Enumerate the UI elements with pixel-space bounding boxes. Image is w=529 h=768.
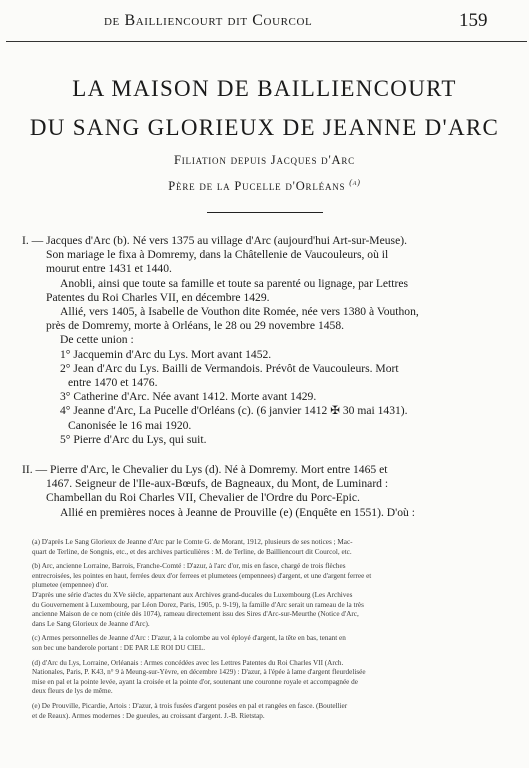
footnote-line: (d) d'Arc du Lys, Lorraine, Orléanais : Armes concédées avec les Lettres Patentes du Roi Charles VII (Arch. (32, 658, 344, 667)
footnotes (22, 538, 518, 726)
text-line: entre 1470 et 1476. (68, 376, 158, 390)
footnote-line: (a) D'après Le Sang Glorieux de Jeanne d'Arc par le Comte G. de Morant, 1912, plusieurs de ses notices ; Mac- (32, 538, 353, 546)
footnote-ref-a: (a) (349, 178, 361, 187)
text-line: Allié en premières noces à Jeanne de Prouville (e) (Enquête en 1551). D'où : (60, 505, 415, 519)
text-line: Anobli, ainsi que toute sa famille et toute sa parenté ou lignage, par Lettres (60, 276, 409, 290)
text-line: mourut entre 1431 et 1440. (46, 262, 172, 276)
footnote-line: et de Reaux). Armes modernes : De gueules, au croissant d'argent. J.-B. Rietstap. (32, 711, 265, 720)
title-line-2: DU SANG GLORIEUX DE JEANNE D'ARC (29, 115, 500, 140)
child-item: 4° Jeanne d'Arc, La Pucelle d'Orléans (c). (6 janvier 1412 ✠ 30 mai 1431). (60, 404, 408, 418)
footnote-line: du Gouvernement à Luxembourg, par Léon Dorez, Paris, 1905, p. 9-19), la famille d'Arc serait un rameau de la très (32, 600, 364, 609)
text-line: près de Domremy, morte à Orléans, le 28 ou 29 novembre 1458. (46, 319, 345, 333)
footnote-line: deux fleurs de lys de même. (32, 687, 113, 696)
footnote-line: ancienne Maison de ce nom (citée dès 1074), rameau directement issu des Sires d'Arc-sur-Meurthe (Notice d'Arc, (32, 610, 359, 619)
footnote-line: (e) De Prouville, Picardie, Artois : D'azur, à trois fusées d'argent posées en pal et rangées en fasce. (Boutellier (32, 701, 348, 710)
footnote-line: plumetee (empennee) d'or. (32, 581, 109, 590)
footnote-line: quart de Terline, de Songnis, etc., et des archives particulières : M. de Terline, de Bailliencourt dit Courcol, etc. (32, 547, 352, 556)
text-line: II. — Pierre d'Arc, le Chevalier du Lys (d). Né à Domremy. Mort entre 1465 et (22, 463, 388, 476)
entry-jacques-d-arc (22, 234, 518, 447)
child-item: 1° Jacquemin d'Arc du Lys. Mort avant 1452. (60, 347, 272, 361)
subtitle-father-text: Père de la Pucelle d'Orléans (168, 179, 346, 194)
page-number: 159 (459, 10, 488, 31)
text-line: Chambellan du Roi Charles VII, Chevalier de l'Ordre du Porc-Epic. (46, 491, 360, 505)
footnote-line: son bec une banderole portant : DE PAR LE ROI DU CIEL. (32, 643, 206, 652)
text-line: 1467. Seigneur de l'Ile-aux-Bœufs, de Bagneaux, du Mont, de Luminard : (46, 477, 389, 491)
footnote-line: dans Le Sang Glorieux de Jeanne d'Arc). (32, 619, 150, 628)
footnote-a (22, 538, 518, 557)
entry-pierre-d-arc (22, 463, 518, 520)
child-item: 5° Pierre d'Arc du Lys, qui suit. (60, 432, 207, 446)
text-line: I. — Jacques d'Arc (b). Né vers 1375 au village d'Arc (aujourd'hui Art-sur-Meuse). (22, 234, 407, 247)
text-line: De cette union : (60, 333, 134, 347)
text-line: Allié, vers 1405, à Isabelle de Vouthon dite Romée, née vers 1380 à Vouthon, (60, 305, 419, 319)
text-line: Son mariage le fixa à Domremy, dans la Châtellenie de Vaucouleurs, où il (46, 248, 389, 262)
footnote-d (22, 659, 518, 697)
footnote-line: (c) Armes personnelles de Jeanne d'Arc : D'azur, à la colombe au vol éployé d'argent, la tête en bas, tenant en (32, 634, 346, 643)
footnote-line: D'après une série d'actes du XVe siècle, appartenant aux Archives grand-ducales du Luxembourg (Les Archives (32, 590, 353, 599)
header-rule (6, 41, 527, 42)
footnote-line: Nationales, Paris, P. K43, n° 9 à Meung-sur-Yèvre, en décembre 1429) : D'azur, à l'épée à lame d'argent fleurdelisée (32, 668, 366, 677)
footnote-b (22, 562, 518, 629)
footnote-e (22, 702, 518, 721)
text-line: Patentes du Roi Charles VII, en décembre 1429. (46, 290, 270, 304)
child-item: 3° Catherine d'Arc. Née avant 1412. Morte avant 1429. (60, 390, 317, 404)
child-item: 2° Jean d'Arc du Lys. Bailli de Vermandois. Prévôt de Vaucouleurs. Mort (60, 361, 399, 375)
subtitle-father (0, 178, 529, 194)
running-head (0, 10, 529, 32)
footnote-c (22, 634, 518, 653)
title-rule (207, 212, 323, 213)
subtitle-filiation: Filiation depuis Jacques d'Arc (174, 153, 355, 167)
footnote-line: mise en pal et la pointe levée, ayant la croisée et la pointe d'or, soutenant une couronne royale et accompagnée de (32, 677, 358, 686)
running-head-title: de Bailliencourt dit Courcol (104, 12, 313, 29)
footnote-line: entrecroisées, les pointes en haut, ferrées deux d'or ferrees et plumetees (empennees) d'argent, et une d'argent ferree et (32, 571, 372, 580)
text-line: Canonisée le 16 mai 1920. (68, 418, 192, 432)
title-line-1: LA MAISON DE BAILLIENCOURT (72, 76, 457, 101)
footnote-line: (b) Arc, ancienne Lorraine, Barrois, Franche-Comté : D'azur, à l'arc d'or, mis en fasce, chargé de trois flèches (32, 562, 346, 571)
